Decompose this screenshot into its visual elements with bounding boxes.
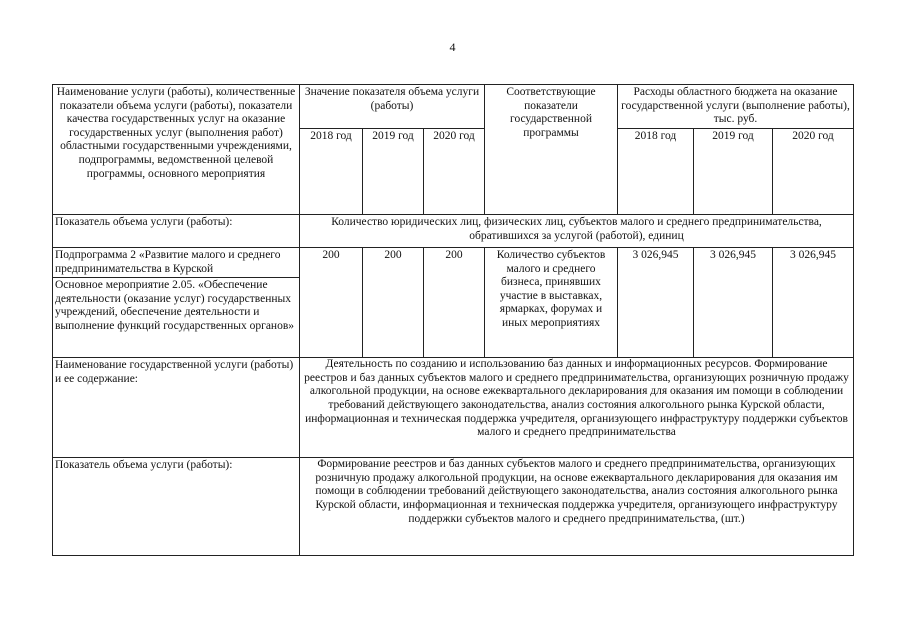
volume-year-2018: 2018 год bbox=[300, 129, 363, 215]
header-expenses-text: Расходы областного бюджета на оказание государственной услуги (выполнение работы), тыс. руб. bbox=[621, 86, 850, 126]
service-name-label: Наименование государственной услуги (работы) и ее содержание: bbox=[53, 358, 300, 458]
indicator1-text: Количество юридических лиц, физических лиц, субъектов малого и среднего предпринимательства, обратившихся за услугой (работой), единиц bbox=[300, 215, 854, 248]
header-volume-text: Значение показателя объема услуги (работы) bbox=[304, 86, 480, 112]
expense-year-2019: 2019 год bbox=[694, 129, 773, 215]
expense-value-2020: 3 026,945 bbox=[773, 248, 854, 358]
header-name-cell bbox=[53, 85, 300, 215]
expense-year-2020: 2020 год bbox=[773, 129, 854, 215]
volume-value-2020: 200 bbox=[424, 248, 485, 358]
expense-value-2019: 3 026,945 bbox=[694, 248, 773, 358]
program-indicator-cell bbox=[485, 248, 618, 358]
volume-value-2019: 200 bbox=[363, 248, 424, 358]
volume-year-2019: 2019 год bbox=[363, 129, 424, 215]
subprogram-text: Подпрограмма 2 «Развитие малого и среднего предпринимательства в Курской bbox=[55, 249, 281, 275]
volume-year-2020: 2020 год bbox=[424, 129, 485, 215]
indicator2-text: Формирование реестров и баз данных субъектов малого и среднего предпринимательства, организующих розничную продажу алкогольной продукции, на основе ежеквартального декларирования для оказания им помощи в соблюдении требований действующего законодательства, анализ состояния алкогольного рынка Курской области, информационная и техническая поддержка учредителя, организующего инфраструктуру поддержки субъектов малого и среднего предпринимательства, (шт.) bbox=[300, 458, 854, 556]
service-name-text: Деятельность по созданию и использованию баз данных и информационных ресурсов. Формирование реестров и баз данных субъектов малого и среднего предпринимательства, организующих розничную продажу алкогольной продукции, на основе ежеквартального декларирования для оказания им помощи в соблюдении требований действующего законодательства, анализ состояния алкогольного рынка Курской области, информационная и техническая поддержка учредителя, организующего инфраструктуру поддержки субъектов малого и среднего предпринимательства bbox=[300, 358, 854, 458]
indicator2-label: Показатель объема услуги (работы): bbox=[53, 458, 300, 556]
main-event-text: Основное мероприятие 2.05. «Обеспечение деятельности (оказание услуг) государственных учреждений, обеспечение деятельности и выполнение функций государственных органов» bbox=[55, 279, 295, 332]
header-indicators-text: Соответствующие показатели государственной программы bbox=[506, 86, 596, 139]
expense-year-2018: 2018 год bbox=[618, 129, 694, 215]
header-volume-cell bbox=[300, 85, 485, 129]
expense-value-2018: 3 026,945 bbox=[618, 248, 694, 358]
indicator1-label: Показатель объема услуги (работы): bbox=[53, 215, 300, 248]
subprogram-cell bbox=[53, 248, 300, 278]
service-table bbox=[52, 84, 854, 556]
page-number: 4 bbox=[449, 40, 456, 54]
header-name-text: Наименование услуги (работы), количественные показатели объема услуги (работы), показатели качества государственных услуг на оказание государственных услуг (выполнения работ) областными государственными учреждениями, подпрограммы, ведомственной целевой программы, основного мероприятия bbox=[56, 86, 296, 180]
header-expenses-cell bbox=[618, 85, 854, 129]
program-indicator-text: Количество субъектов малого и среднего бизнеса, принявших участие в выставках, ярмарках, форумах и иных мероприятиях bbox=[496, 249, 606, 329]
main-event-cell bbox=[53, 278, 300, 358]
header-indicators-cell bbox=[485, 85, 618, 215]
volume-value-2018: 200 bbox=[300, 248, 363, 358]
